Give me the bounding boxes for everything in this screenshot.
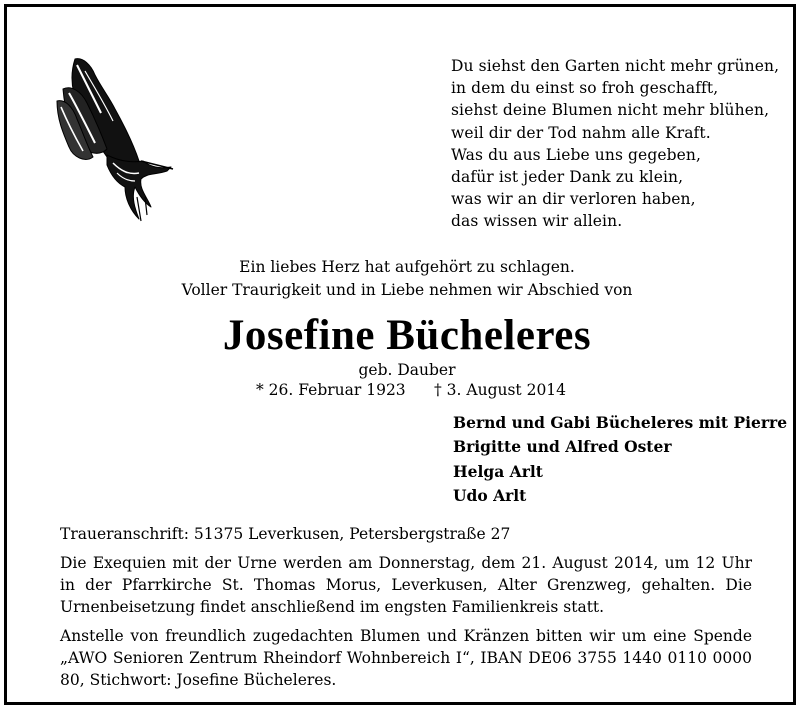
poem-line: dafür ist jeder Dank zu klein, <box>451 168 684 187</box>
intro-line-1: Ein liebes Herz hat aufgehört zu schlagen. <box>239 258 575 276</box>
poem <box>451 55 781 233</box>
poem-line: das wissen wir allein. <box>451 212 623 231</box>
poem-line: siehst deine Blumen nicht mehr blühen, <box>451 101 770 120</box>
deceased-name: Josefine Bücheleres <box>222 312 592 359</box>
mourner: Helga Arlt <box>453 461 543 481</box>
service-details: Die Exequien mit der Urne werden am Donnerstag, dem 21. August 2014, um 12 Uhr in der Pfarrkirche St. Thomas Morus, Leverkusen, Alter Grenzweg, gehalten. Die Urnenbeisetzung findet anschließend im engsten Familienkreis statt. <box>60 554 752 616</box>
obituary-notice <box>4 4 796 705</box>
mourning-address: Traueranschrift: 51375 Leverkusen, Petersbergstraße 27 <box>60 525 511 543</box>
mourner: Udo Arlt <box>453 485 527 505</box>
maiden-name: geb. Dauber <box>358 361 456 379</box>
death-date: † 3. August 2014 <box>434 381 567 399</box>
donation-request: Anstelle von freundlich zugedachten Blumen und Kränzen bitten wir um eine Spende „AWO Senioren Zentrum Rheindorf Wohnbereich I“, IBAN DE06 3755 1440 0110 0000 80, Stichwort: Josefine Bücheleres. <box>60 627 752 689</box>
poem-line: Was du aus Liebe uns gegeben, <box>451 145 702 164</box>
birth-date: * 26. Februar 1923 <box>256 381 406 399</box>
intro-line-2: Voller Traurigkeit und in Liebe nehmen wir Abschied von <box>181 281 633 299</box>
poem-line: was wir an dir verloren haben, <box>451 190 696 209</box>
mourners-list <box>453 411 787 508</box>
poem-line: in dem du einst so froh geschafft, <box>451 79 719 98</box>
mourner: Brigitte und Alfred Oster <box>453 437 672 457</box>
intro-text <box>7 256 800 302</box>
poem-line: Du siehst den Garten nicht mehr grünen, <box>451 57 780 75</box>
mourner: Bernd und Gabi Bücheleres mit Pierre <box>453 413 788 432</box>
funeral-info <box>60 523 752 691</box>
poem-line: weil dir der Tod nahm alle Kraft. <box>451 123 711 142</box>
praying-hands-icon <box>55 57 177 223</box>
